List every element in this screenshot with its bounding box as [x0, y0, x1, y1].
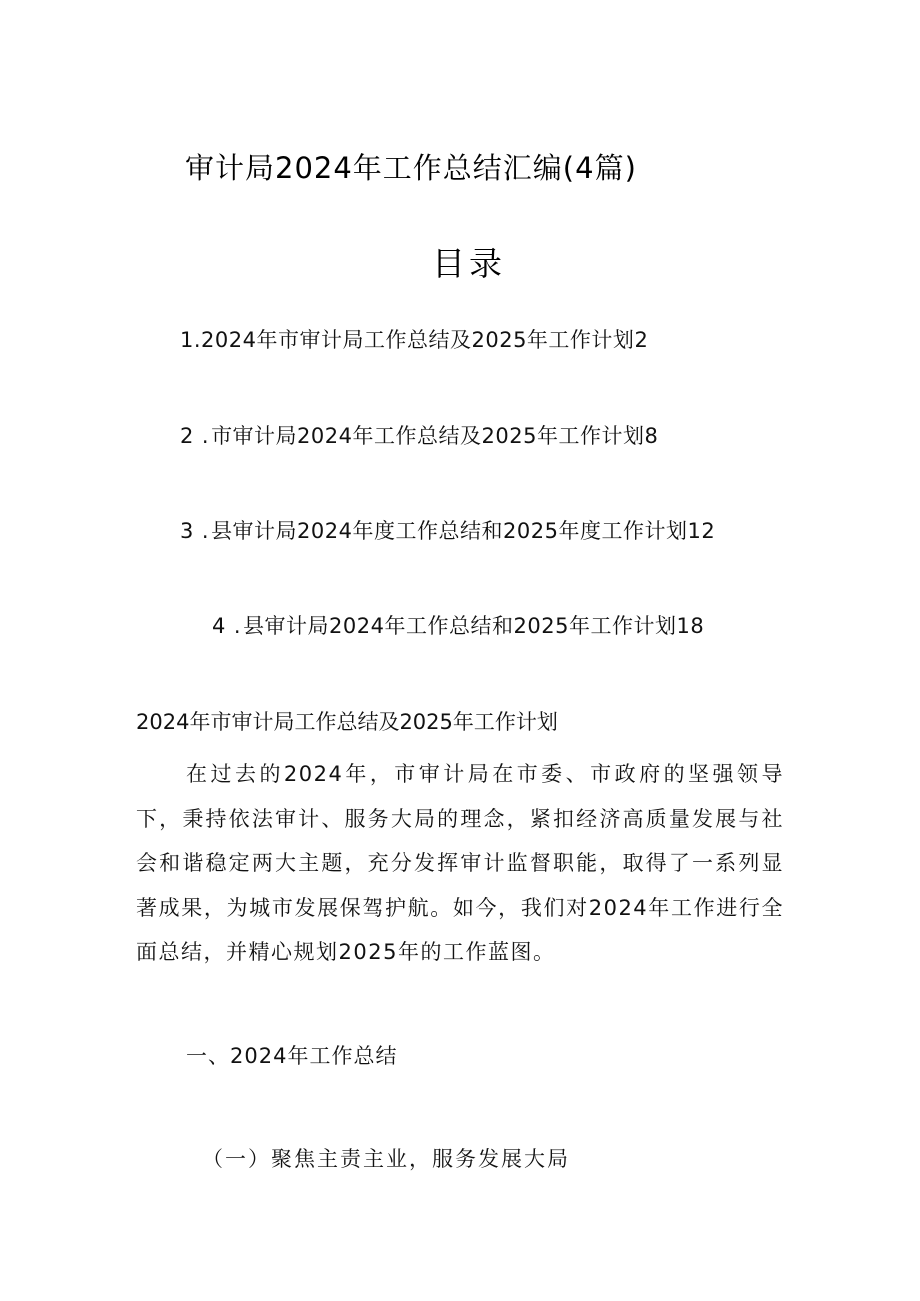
toc-item-page: 2 — [634, 328, 649, 352]
toc-item-page: 8 — [644, 424, 659, 448]
toc-item-text: 县审计局2024年工作总结和2025年工作计划 — [243, 614, 677, 638]
toc-item-number: 1. — [180, 328, 202, 352]
toc-item-separator: . — [233, 614, 242, 638]
toc-item-1 — [180, 324, 648, 356]
toc-item-number: 3 — [180, 519, 194, 543]
toc-item-number: 2 — [180, 424, 194, 448]
toc-item-text: 市审计局2024年工作总结及2025年工作计划 — [211, 424, 645, 448]
intro-paragraph: 在过去的2024年，市审计局在市委、市政府的坚强领导下，秉持依法审计、服务大局的理念，紧扣经济高质量发展与社会和谐稳定两大主题，充分发挥审计监督职能，取得了一系列显著成果，为城市发展保驾护航。如今，我们对2024年工作进行全面总结，并精心规划2025年的工作蓝图。 — [136, 762, 784, 964]
article-title: 2024年市审计局工作总结及2025年工作计划 — [136, 710, 558, 734]
toc-item-4 — [212, 610, 704, 642]
sub-section-heading: （一）聚焦主责主业，服务发展大局 — [202, 1147, 570, 1171]
toc-item-number: 4 — [212, 614, 226, 638]
toc-item-page: 12 — [687, 519, 716, 543]
toc-item-3 — [180, 515, 715, 547]
toc-item-text: 2024年市审计局工作总结及2025年工作计划 — [201, 328, 635, 352]
toc-item-2 — [180, 420, 658, 452]
toc-item-separator: . — [201, 519, 210, 543]
toc-item-text: 县审计局2024年度工作总结和2025年度工作计划 — [211, 519, 688, 543]
toc-item-separator: . — [201, 424, 210, 448]
toc-heading: 目录 — [432, 244, 506, 283]
section-heading: 一、2024年工作总结 — [186, 1044, 398, 1068]
toc-item-page: 18 — [676, 614, 705, 638]
document-title: 审计局2024年工作总结汇编(4篇) — [185, 151, 637, 185]
